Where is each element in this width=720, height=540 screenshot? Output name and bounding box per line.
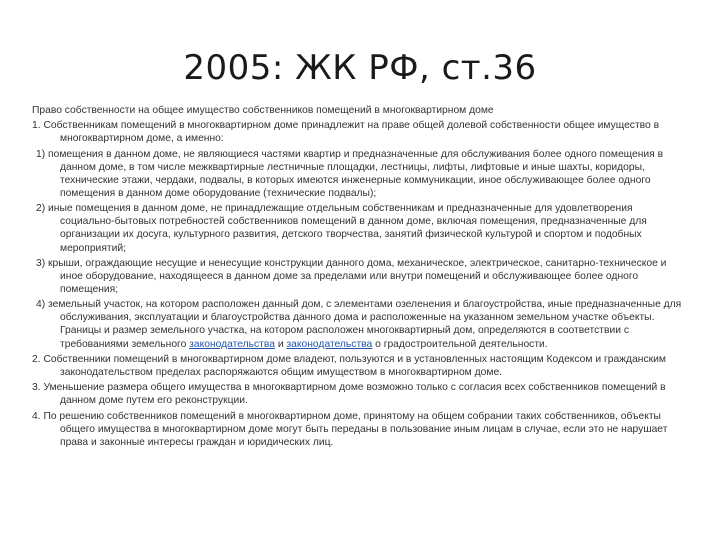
article-body bbox=[32, 104, 684, 451]
list-item-4-text-end: о градостроительной деятельности. bbox=[372, 338, 548, 350]
law-link-land[interactable]: законодательства bbox=[189, 338, 275, 350]
list-item-4-text-mid: и bbox=[274, 338, 287, 350]
list-item-4 bbox=[32, 298, 684, 350]
law-link-urban[interactable]: законодательства bbox=[286, 338, 373, 350]
paragraph-1: 1. Собственникам помещений в многоквартирном доме принадлежит на праве общей долевой собственности общее имущество в многоквартирном доме, а именно: bbox=[32, 120, 660, 145]
article-heading: Право собственности на общее имущество собственников помещений в многоквартирном доме bbox=[32, 105, 494, 116]
list-item-1: 1) помещения в данном доме, не являющиеся частями квартир и предназначенные для обслуживания более одного помещения в данном доме, в том числе межквартирные лестничные площадки, лестницы, лифты, лифтовые и иные шахты, коридоры, технические этажи, чердаки, подвалы, в которых имеются инженерные коммуникации, иное обслуживающее более одного помещения в данном доме оборудование (технические подвалы); bbox=[36, 148, 664, 199]
paragraph-2: 2. Собственники помещений в многоквартирном доме владеют, пользуются и в установленных настоящим Кодексом и гражданским законодательством пределах распоряжаются общим имуществом в многоквартирном доме. bbox=[32, 353, 666, 378]
list-item-4-text-start: 4) земельный участок, на котором расположен данный дом, с элементами озеленения и благоустройства, иные предназначенные для обслуживания, эксплуатации и благоустройства данного дома и расположенные на указанном земельном участке объекты. Границы и размер земельного участка, на котором расположен многоквартирный дом, определяются в соответствии с требованиями земельного bbox=[36, 299, 682, 350]
page-title: 2005: ЖК РФ, ст.36 bbox=[183, 48, 537, 88]
paragraph-3: 3. Уменьшение размера общего имущества в многоквартирном доме возможно только с согласия всех собственников помещений в данном доме путем его реконструкции. bbox=[32, 382, 666, 407]
paragraph-4: 4. По решению собственников помещений в многоквартирном доме, принятому на общем собрании таких собственников, объекты общего имущества в многоквартирном доме могут быть переданы в пользование иным лицам в случае, если это не нарушает права и законные интересы граждан и юридических лиц. bbox=[32, 410, 668, 448]
list-item-2: 2) иные помещения в данном доме, не принадлежащие отдельным собственникам и предназначенные для удовлетворения социально-бытовых потребностей собственников помещений в данном доме, включая помещения, предназначенные для организации их досуга, культурного развития, детского творчества, занятий физической культурой и спортом и подобных мероприятий; bbox=[36, 203, 647, 254]
list-item-3: 3) крыши, ограждающие несущие и ненесущие конструкции данного дома, механическое, электрическое, санитарно-техническое и иное оборудование, находящееся в данном доме за пределами или внутри помещений и обслуживающее более одного помещения; bbox=[36, 257, 667, 295]
